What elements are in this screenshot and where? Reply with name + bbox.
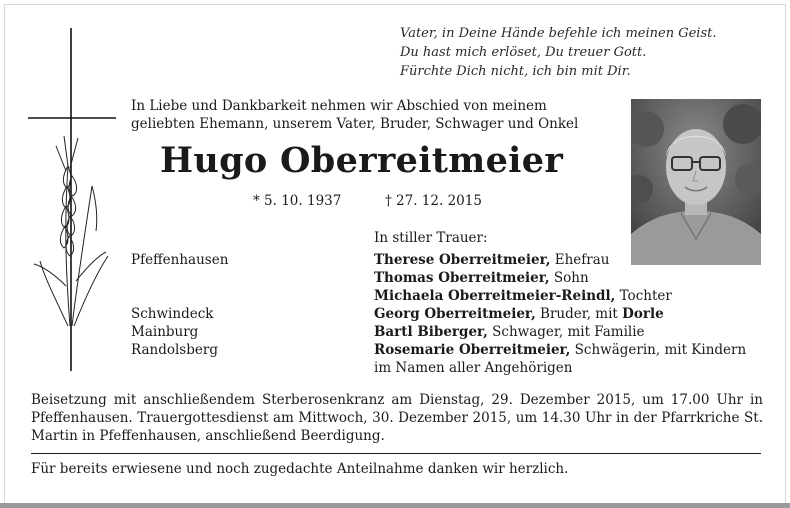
- location: Mainburg: [131, 324, 199, 340]
- mourner-relation: Bruder, mit: [535, 306, 623, 322]
- mourner-name: Therese Oberreitmeier,: [374, 252, 551, 268]
- verse-line: Fürchte Dich nicht, ich bin mit Dir.: [400, 64, 631, 79]
- intro-line: geliebten Ehemann, unserem Vater, Bruder, Schwager und Onkel: [131, 116, 579, 132]
- mourner-locations: [131, 251, 228, 359]
- verse-line: Du hast mich erlöset, Du treuer Gott.: [400, 45, 647, 60]
- funeral-notice: Beisetzung mit anschließendem Sterberosenkranz am Dienstag, 29. Dezember 2015, um 17.00 Uhr in Pfeffenhausen. Trauergottesdienst am Mittwoch, 30. Dezember 2015, um 14.30 Uhr in der Pfarrkriche St. Martin in Pfeffenhausen, anschließend Beerdigung.: [31, 392, 763, 444]
- mourner-name: Georg Oberreitmeier,: [374, 306, 536, 322]
- location: Randolsberg: [131, 342, 218, 358]
- mourning-heading: In stiller Trauer:: [374, 230, 488, 246]
- mourner-name: Thomas Oberreitmeier,: [374, 270, 550, 286]
- portrait-photo: [631, 99, 761, 265]
- mourner-extra-name: Dorle: [622, 306, 664, 322]
- bible-verse: [400, 24, 717, 81]
- location: Schwindeck: [131, 306, 214, 322]
- mourner-list: [374, 251, 746, 377]
- mourner-entry: [374, 323, 746, 341]
- mourner-entry: [374, 341, 746, 359]
- bottom-border: [0, 503, 790, 508]
- intro-text: [131, 97, 578, 133]
- mourner-relation: Tochter: [615, 288, 672, 304]
- mourner-relation: Schwägerin, mit Kindern: [570, 342, 747, 358]
- verse-line: Vater, in Deine Hände befehle ich meinen Geist.: [400, 26, 717, 41]
- mourner-entry: [374, 305, 746, 323]
- cross-with-wheat-icon: [26, 26, 126, 376]
- mourner-relation: Sohn: [549, 270, 589, 286]
- death-date: † 27. 12. 2015: [385, 193, 482, 209]
- mourner-relation: Schwager, mit Familie: [487, 324, 645, 340]
- location: Pfeffenhausen: [131, 252, 229, 268]
- intro-line: In Liebe und Dankbarkeit nehmen wir Abschied von meinem: [131, 98, 547, 114]
- deceased-name: Hugo Oberreitmeier: [160, 140, 564, 181]
- mourner-relation: Ehefrau: [550, 252, 610, 268]
- divider-line: [31, 453, 761, 454]
- mourner-entry: [374, 287, 746, 305]
- mourner-name: Bartl Biberger,: [374, 324, 488, 340]
- mourner-entry: [374, 251, 746, 269]
- mourner-name: Rosemarie Oberreitmeier,: [374, 342, 571, 358]
- location: [131, 269, 228, 287]
- mourner-entry: [374, 269, 746, 287]
- mourner-name: Michaela Oberreitmeier-Reindl,: [374, 288, 616, 304]
- birth-date: * 5. 10. 1937: [253, 193, 342, 209]
- thanks-note: Für bereits erwiesene und noch zugedachte Anteilnahme danken wir herzlich.: [31, 461, 569, 477]
- mourners-closing: im Namen aller Angehörigen: [374, 360, 573, 376]
- location: [131, 287, 228, 305]
